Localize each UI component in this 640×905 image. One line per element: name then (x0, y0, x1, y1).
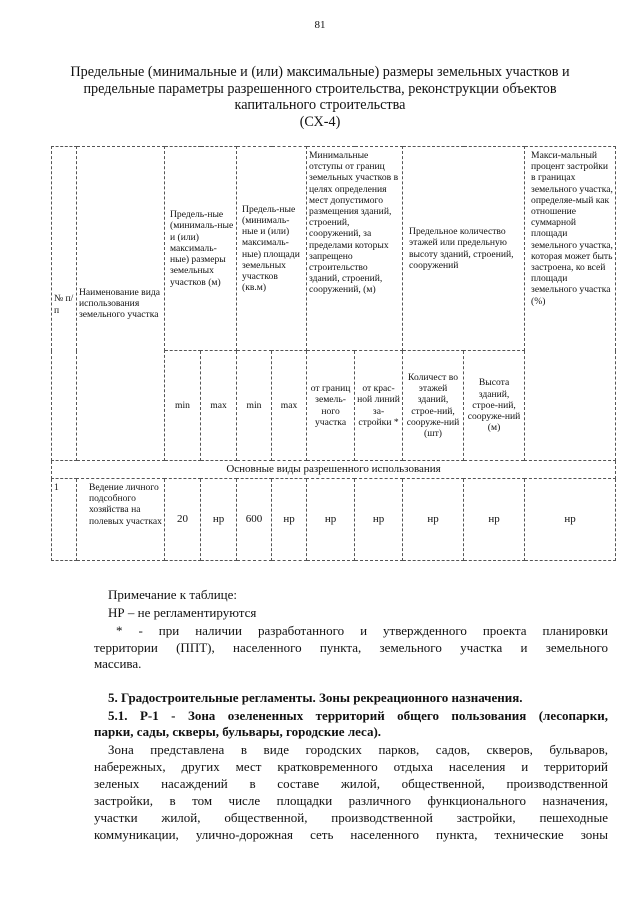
header-num: № п/ п (52, 147, 77, 461)
header-from-borders: от границ земель-ного участка (307, 351, 355, 461)
header-percent: Макси-мальный процент застройки в границах земельного участка, определяе-мый как отношение суммарной площади земельного участка, которая может быть застроена, ко всей площади земельного участка (%) (525, 147, 616, 461)
title-line: Предельные (минимальные и (или) максимальные) размеры земельных участков и (70, 64, 570, 80)
note-title: Примечание к таблице: (108, 587, 238, 602)
cell-value: нр (403, 479, 464, 561)
table-row (52, 479, 616, 561)
section-row: Основные виды разрешенного использования (52, 461, 616, 479)
note-nr: НР – не регламентируются (108, 605, 257, 620)
header-from-red-line: от крас-ной линий за-стройки * (355, 351, 403, 461)
header-setback: Минимальные отступы от границ земельных участков в целях определения мест допустимого размещения зданий, строений, сооружений, за пределами которых запрещено строительство зданий, строений, сооружений, (м) (307, 147, 403, 351)
header-floors: Предельное количество этажей или предельную высоту зданий, строений, сооружений (403, 147, 525, 351)
header-name: Наименование вида использования земельного участка (77, 147, 165, 461)
cell-value: 20 (165, 479, 201, 561)
cell-value: нр (201, 479, 237, 561)
paragraph-line: застройки, в том числе площадки различного функционального назначения, (94, 793, 608, 808)
regulations-table (51, 146, 616, 561)
title-line: капитального строительства (234, 97, 406, 113)
paragraph-line: участки жилой, общественной, производственной застройки, пешеходные (94, 810, 608, 825)
note-star-line: * - при наличии разработанного и утвержденного проекта планировки (116, 623, 608, 638)
subsection-heading: парки, сады, скверы, бульвары, городские леса). (94, 724, 382, 739)
section-heading: 5. Градостроительные регламенты. Зоны рекреационного назначения. (108, 690, 523, 705)
paragraph-line: зеленых насаждений в составе жилой, общественной, производственной (94, 776, 608, 791)
page-number: 81 (314, 19, 326, 31)
header-area: Предель-ные (минималь-ные и (или) максималь-ные) площади земельных участков (кв.м) (237, 147, 307, 351)
header-min: min (237, 351, 272, 461)
subsection-heading: 5.1. Р-1 - Зона озелененных территорий общего пользования (лесопарки, (108, 708, 608, 723)
note-star-line: массива. (94, 656, 142, 671)
cell-value: нр (307, 479, 355, 561)
header-size: Предель-ные (минималь-ные и (или) максималь-ные) размеры земельных участков (м) (165, 147, 237, 351)
zone-code: (СХ-4) (299, 113, 341, 130)
title-line: предельные параметры разрешенного строительства, реконструкции объектов (83, 80, 557, 97)
paragraph-line: набережных, других мест кратковременного отдыха населения и территорий (94, 759, 608, 774)
header-height: Высота зданий, строе-ний, сооруже-ний (м) (464, 351, 525, 461)
header-max: max (272, 351, 307, 461)
cell-value: нр (525, 479, 616, 561)
header-max: max (201, 351, 237, 461)
paragraph-line: Зона представлена в виде городских парков, садов, скверов, бульваров, (108, 742, 608, 757)
cell-value: нр (464, 479, 525, 561)
cell-value: 600 (237, 479, 272, 561)
cell-value: нр (355, 479, 403, 561)
table-title (60, 64, 580, 130)
row-name: Ведение личного подсобного хозяйства на полевых участках (77, 479, 165, 561)
note-star-line: территории (ППТ), населенного пункта, земельного участка и земельного (94, 640, 608, 655)
header-min: min (165, 351, 201, 461)
paragraph-line: коммуникации, улично-дорожная сеть населенного пункта, технические зоны (94, 827, 608, 842)
header-floor-count: Количест во этажей зданий, строе-ний, сооруже-ний (шт) (403, 351, 464, 461)
cell-value: нр (272, 479, 307, 561)
row-num: 1 (52, 479, 77, 561)
